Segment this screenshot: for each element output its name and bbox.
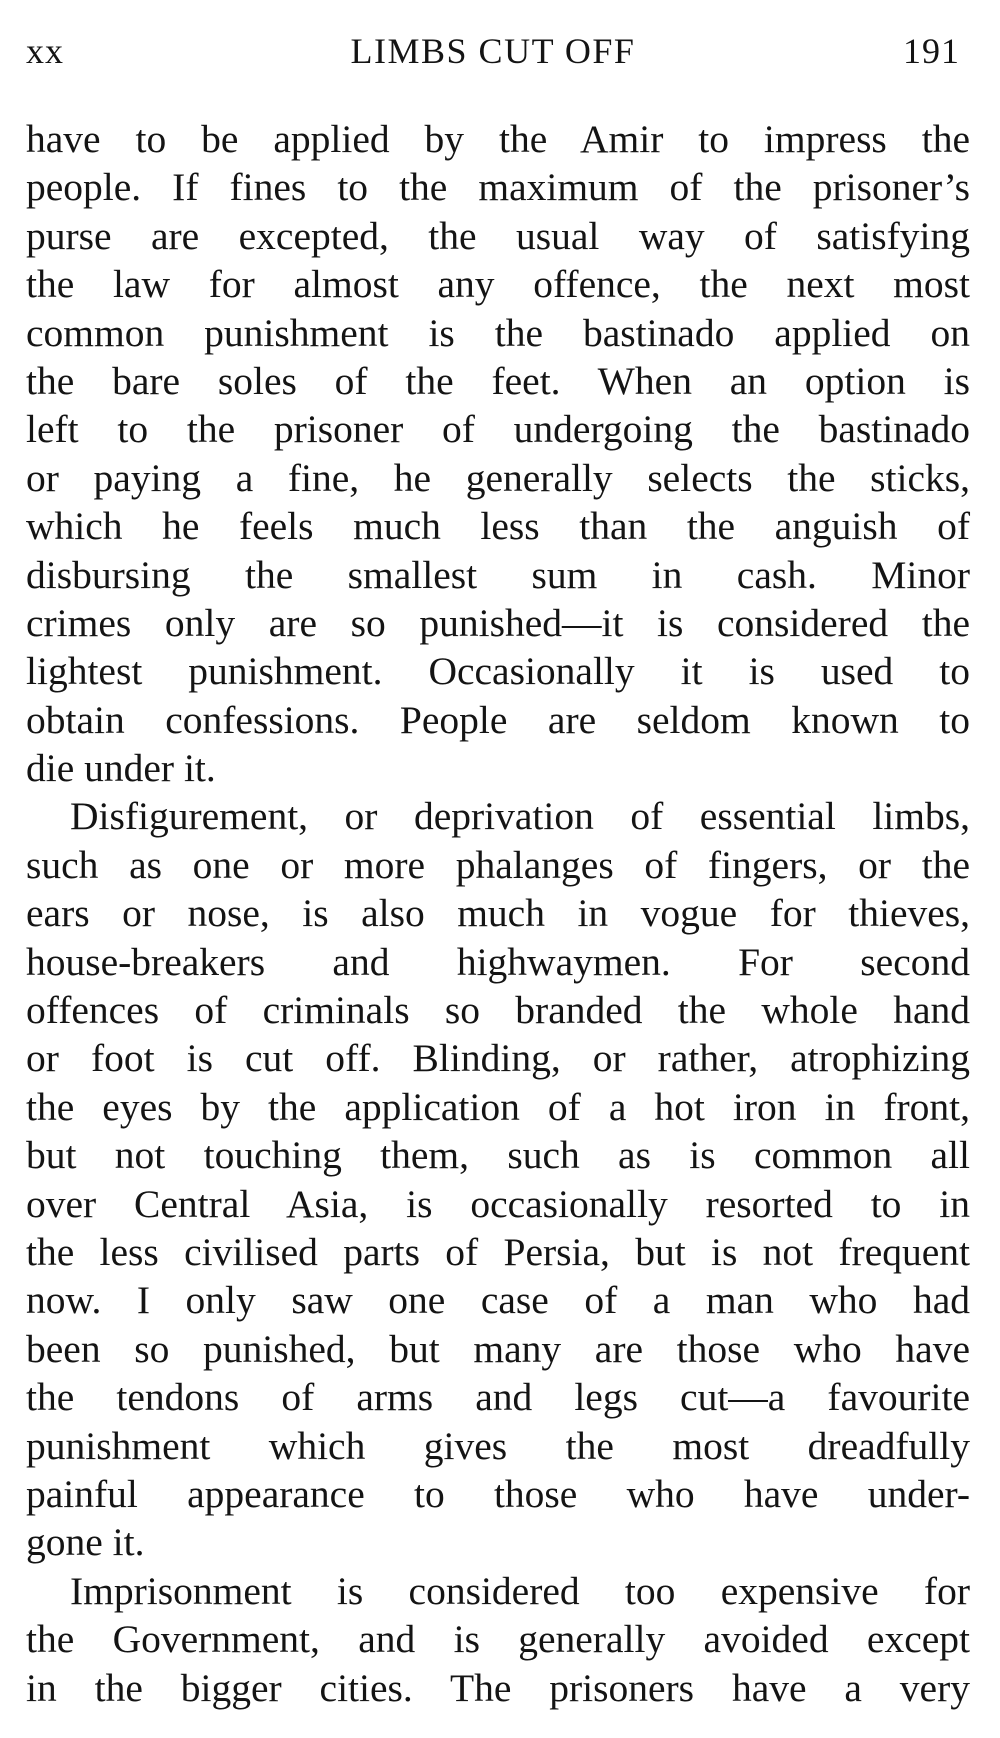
text-line: in the bigger cities. The prisoners have a very	[26, 1665, 970, 1710]
text-line: lightest punishment. Occasionally it is used to	[26, 649, 970, 694]
text-line: Imprisonment is considered too expensive for	[70, 1568, 970, 1613]
text-line: such as one or more phalanges of fingers, or the	[26, 842, 970, 887]
text-line: or paying a fine, he generally selects the sticks,	[26, 455, 970, 500]
text-line: over Central Asia, is occasionally resorted to in	[26, 1181, 970, 1226]
page-number: 191	[903, 31, 960, 71]
running-title: LIMBS CUT OFF	[350, 31, 636, 71]
text-line: disbursing the smallest sum in cash. Minor	[26, 552, 970, 597]
text-line: die under it.	[26, 746, 216, 791]
text-line: the tendons of arms and legs cut—a favourite	[26, 1375, 970, 1420]
text-line: house-breakers and highwaymen. For second	[26, 939, 970, 984]
text-line: purse are excepted, the usual way of satisfying	[26, 213, 970, 258]
text-line: obtain confessions. People are seldom known to	[26, 697, 970, 742]
text-line: painful appearance to those who have under-	[26, 1471, 970, 1516]
text-line: the less civilised parts of Persia, but is not frequent	[26, 1229, 970, 1274]
running-head	[26, 30, 960, 80]
text-line: but not touching them, such as is common all	[26, 1133, 970, 1178]
text-line: been so punished, but many are those who have	[26, 1326, 970, 1371]
text-line: offences of criminals so branded the whole hand	[26, 988, 970, 1033]
text-line: the law for almost any offence, the next most	[26, 262, 970, 307]
text-line: people. If fines to the maximum of the prisoner’s	[26, 165, 970, 210]
text-line: which he feels much less than the anguish of	[26, 504, 970, 549]
text-line: the bare soles of the feet. When an option is	[26, 358, 970, 403]
chapter-number: xx	[26, 31, 64, 71]
text-line: now. I only saw one case of a man who had	[26, 1278, 970, 1323]
text-line: the Government, and is generally avoided except	[26, 1617, 970, 1662]
text-line: left to the prisoner of undergoing the bastinado	[26, 407, 970, 452]
body-text	[26, 115, 970, 1712]
text-line: have to be applied by the Amir to impress the	[26, 117, 970, 161]
text-line: gone it.	[26, 1520, 145, 1565]
text-line: punishment which gives the most dreadfully	[26, 1423, 970, 1468]
text-line: the eyes by the application of a hot iron in front,	[26, 1084, 970, 1129]
text-line: crimes only are so punished—it is considered the	[26, 600, 970, 645]
text-line: Disfigurement, or deprivation of essential limbs,	[70, 794, 970, 839]
text-line: ears or nose, is also much in vogue for thieves,	[26, 891, 970, 936]
text-line: or foot is cut off. Blinding, or rather, atrophizing	[26, 1036, 970, 1081]
text-line: common punishment is the bastinado applied on	[26, 310, 970, 355]
